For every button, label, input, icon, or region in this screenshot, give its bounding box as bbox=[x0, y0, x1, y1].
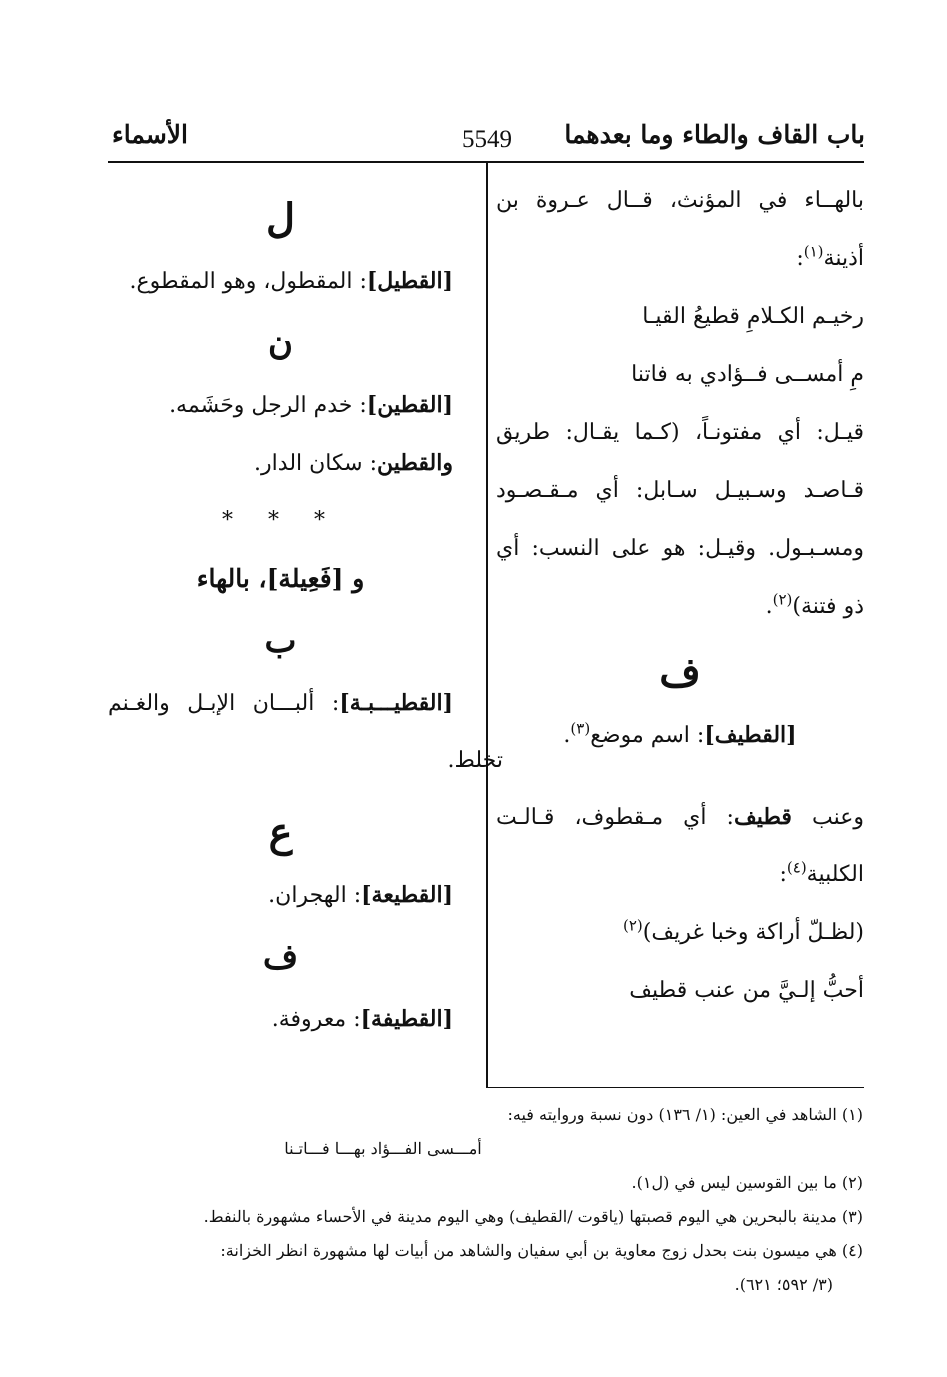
text-line: الكلبية$^{(٤)}$: bbox=[779, 858, 864, 887]
text-line: أذينة$^{(١)}$: bbox=[796, 242, 864, 271]
entry-qatin: [القطين]: خدم الرجل وحَشَمه. bbox=[169, 392, 453, 418]
footnote-rule bbox=[486, 1087, 864, 1088]
entry-term: [القطيف] bbox=[704, 722, 797, 748]
footnote-ref: (٢) bbox=[772, 590, 793, 609]
verse-line: مِ أمســى فــؤادي به فاتنا bbox=[631, 362, 864, 387]
entry-term: [القطيعة] bbox=[361, 882, 453, 908]
entry-qatin: والقطين: سكان الدار. bbox=[254, 450, 453, 476]
footnote: (٣/ ٥٩٢؛ ٦٢١). bbox=[734, 1275, 833, 1294]
text-line: ومسـبـول. وقيـل: هو على النسب: أي bbox=[496, 536, 864, 561]
entry-term: والقطين bbox=[376, 450, 453, 476]
footnote: (٢) ما بين القوسين ليس في (ل١). bbox=[631, 1173, 863, 1192]
section-separator: * * * bbox=[222, 508, 339, 533]
footnote-ref: (٣) bbox=[570, 719, 591, 738]
verse-line: رخيـم الكـلامِ قطيعُ القيـا bbox=[642, 304, 864, 329]
right-column bbox=[496, 172, 864, 1020]
section-heading: و [فَعِيلة]، بالهاء bbox=[196, 564, 365, 593]
section-title: الأسماء bbox=[112, 120, 188, 149]
page-number: 5549 bbox=[462, 126, 512, 153]
entry-term: [القطيـــبـة] bbox=[339, 690, 453, 716]
letter-heading: ب bbox=[264, 621, 297, 661]
entry-qatifa: [القطيفة]: معروفة. bbox=[271, 1006, 453, 1032]
letter-heading: ف bbox=[659, 649, 701, 696]
footnote: (٤) هي ميسون بنت بحدل زوج معاوية بن أبي سفيان والشاهد من أبيات لها مشهورة انظر الخزانة: bbox=[220, 1241, 863, 1260]
verse-line: (لظـلّ أراكة وخبا غريف)$^{(٢)}$ bbox=[622, 916, 864, 945]
text-line: تخلط. bbox=[447, 748, 503, 773]
letter-heading: ع bbox=[268, 809, 293, 856]
footnote: (٣) مدينة بالبحرين هي اليوم قصبتها (ياقوت /القطيف) وهي اليوم مدينة في الأحساء مشهورة بالنفط. bbox=[203, 1207, 863, 1226]
letter-heading: ن bbox=[268, 323, 293, 363]
text-line: بالهــاء في المؤنث، قــال عـروة بن bbox=[496, 188, 864, 213]
entry-term: [القطيفة] bbox=[360, 1006, 453, 1032]
entry-qatif: [القطيف]: اسم موضع$^{(٣)}$. bbox=[563, 719, 797, 748]
entry-qatiba: [القطيـــبـة]: ألبـــان الإبـل والغـنم bbox=[108, 690, 453, 716]
entry-grape: وعنب قطيف: أي مـقطوف، قـالـت bbox=[496, 804, 864, 830]
text-line: قيـل: أي مفتونـاً، (كـما يقـال: طريق bbox=[496, 420, 864, 445]
text-line: ذو فتنة)$^{(٢)}$. bbox=[765, 590, 864, 619]
entry-term: [القطيل] bbox=[366, 268, 453, 294]
entry-qatia: [القطيعة]: الهجران. bbox=[268, 882, 453, 908]
footnote: (١) الشاهد في العين: (١/ ١٣٦) دون نسبة وروايته فيه: bbox=[507, 1105, 863, 1124]
entry-qatil: [القطيل]: المقطول، وهو المقطوع. bbox=[129, 268, 453, 294]
column-divider bbox=[486, 163, 488, 1088]
entry-term: [القطين] bbox=[366, 392, 453, 418]
footnote-ref: (٤) bbox=[786, 858, 807, 877]
letter-heading: ل bbox=[265, 195, 296, 242]
footnotes bbox=[83, 1098, 863, 1302]
footnote-ref: (١) bbox=[803, 242, 824, 261]
footnote-verse: أمـــسى الفـــؤاد بهـــا فـــاتـنا bbox=[284, 1139, 482, 1158]
footnote-ref: (٢) bbox=[622, 916, 643, 935]
verse-line: أحبُّ إلـيَّ من عنب قطيف bbox=[629, 978, 864, 1003]
letter-heading: ف bbox=[262, 937, 299, 977]
chapter-title: باب القاف والطاء وما بعدهما bbox=[564, 120, 865, 149]
text-line: قـاصـد وسـبيـل سـابل: أي مـقـصـود bbox=[496, 478, 864, 503]
left-column bbox=[108, 172, 503, 1048]
entry-term: قطيف bbox=[733, 804, 792, 830]
